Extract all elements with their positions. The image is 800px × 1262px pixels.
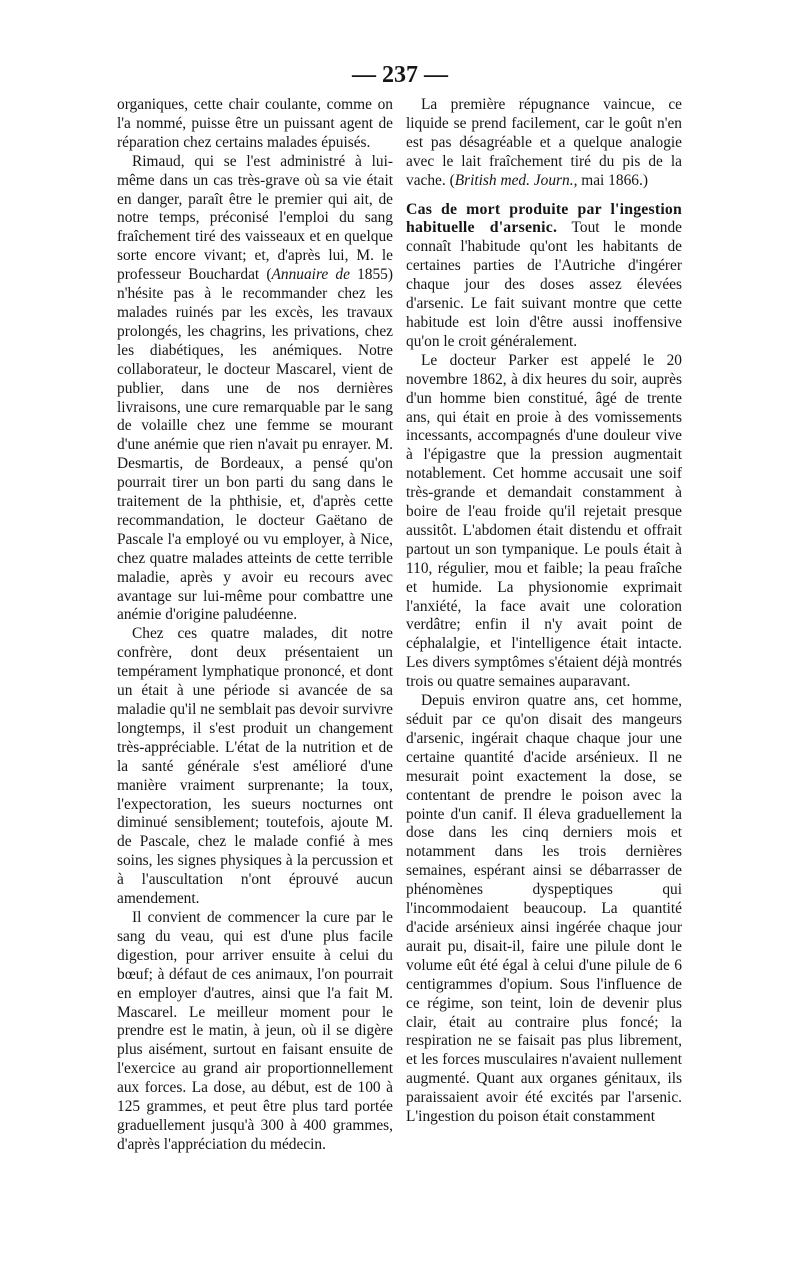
paragraph: organiques, cette chair coulante, comme on l'a nommé, puisse être un puissant agent de réparation chez certains malades épuisés. (117, 96, 393, 151)
paragraph: Il convient de commencer la cure par le sang du veau, qui est d'une plus facile digestion, pour arriver ensuite à celui du bœuf; à défaut de ces animaux, l'on pourrait en employer d'autres, ainsi que l'a fait M. Mascarel. Le meilleur moment pour le prendre est le matin, à jeun, où il se digère plus aisément, surtout en faisant ensuite de l'exercice au grand air proportionnellement aux forces. La dose, au début, est de 100 à 125 grammes, et peut être plus tard portée graduellement jusqu'à 300 à 400 grammes, d'après l'appréciation du médecin. (117, 908, 393, 1153)
paragraph: Depuis environ quatre ans, cet homme, séduit par ce qu'on disait des mangeurs d'arsenic, ingérait chaque chaque jour une certaine quantité d'acide arsénieux. Il ne mesurait point exactement la dose, se contentant de prendre le poison avec la pointe d'un canif. Il éleva graduellement la dose dans les cinq derniers mois et notamment dans les trois dernières semaines, espérant ainsi se débarrasser de phénomènes dyspeptiques qui l'incommodaient beaucoup. La quantité d'acide arsénieux ainsi ingérée chaque jour aurait pu, disait-il, faire une pilule dont le volume eût été égal à celui d'une pilule de 6 centigrammes d'opium. Sous l'influence de ce régime, son teint, loin de devenir plus clair, était au contraire plus foncé; la respiration ne se faisait pas plus librement, et les forces musculaires n'avaient nullement augmenté. Quant aux organes génitaux, ils paraissaient avoir été excités par l'arsenic. L'ingestion du poison était constamment (406, 692, 682, 1126)
text-run: Rimaud, qui se l'est administré à lui-même dans un cas très-grave où sa vie était en danger, paraît être le premier qui ait, de notre temps, préconisé l'emploi du sang fraîchement tiré des vaisseaux et en quelque sorte encore vivant; et, d'après lui, M. le professeur Bouchardat ( (117, 152, 393, 284)
citation-italic: British med. Journ. (454, 171, 574, 189)
text-run: , mai 1866.) (573, 171, 648, 189)
right-column (406, 96, 682, 1127)
paragraph: Le docteur Parker est appelé le 20 novembre 1862, à dix heures du soir, auprès d'un homme bien constitué, âgé de trente ans, qui était en proie à des vomissements incessants, accompagnés d'une douleur vive à l'épigastre que la pression augmentait notablement. Cet homme accusait une soif très-grande et demandait constamment à boire de l'eau froide qu'il rejetait presque aussitôt. L'abdomen était distendu et offrait partout un son tympanique. Le pouls était à 110, régulier, mou et faible; la peau fraîche et humide. La physionomie exprimait l'anxiété, la face avait une coloration verdâtre; enfin il n'y avait point de céphalalgie, et l'intelligence était intacte. Les divers symptômes s'étaient déjà montrés trois ou quatre semaines auparavant. (406, 351, 682, 691)
left-column (117, 96, 393, 1155)
citation-italic: Annuaire de (271, 266, 350, 284)
text-run: La première répugnance vaincue, ce liquide se prend facilement, car le goût n'en est pas désagréable et a quelque analogie avec le lait fraîchement tiré du pis de la vache. ( (406, 96, 682, 189)
paragraph (117, 153, 393, 626)
text-run: 1855) n'hésite pas à le recommander chez les malades ruinés par les excès, les travaux prolongés, les chagrins, les privations, chez les diabétiques, les anémiques. Notre collaborateur, le docteur Mascarel, vient de publier, dans une de nos dernières livraisons, une cure remarquable par le sang de volaille chez une femme se mourant d'une anémie que rien n'avait pu enrayer. M. Desmartis, de Bordeaux, a pensé qu'on pourrait tirer un bon parti du sang dans le traitement de la phthisie, et, d'après cette recommandation, le docteur Gaëtano de Pascale l'a employé ou vu employer, à Nice, chez quatre malades atteints de cette terrible maladie, après y avoir eu recours avec avantage sur lui-même pour combattre une anémie d'origine paludéenne. (117, 266, 393, 624)
section-paragraph (406, 201, 682, 352)
text-run: Tout le monde connaît l'habitude qu'ont les habitants de certaines parties de l'Autriche d'ingérer chaque jour des doses assez élevées d'arsenic. Le fait suivant montre que cette habitude est loin d'être aussi inoffensive qu'on le croit généralement. (406, 219, 682, 350)
section-heading: Cas de mort produite par l'ingestion habituelle d'arsenic. (406, 200, 682, 237)
paragraph: Chez ces quatre malades, dit notre confrère, dont deux présentaient un tempérament lymphatique prononcé, et dont un était à une période si avancée de sa maladie qu'il ne semblait pas devoir survivre longtemps, il s'est produit un changement très-appréciable. L'état de la nutrition et de la santé générale s'est amélioré d'une manière vraiment surprenante; la toux, l'expectoration, les sueurs nocturnes ont diminué sensiblement; toutefois, ajoute M. de Pascale, chez le malade confié à mes soins, les signes physiques à la percussion et à l'auscultation n'ont éprouvé aucun amendement. (117, 625, 393, 908)
paragraph (406, 96, 682, 191)
page-number: — 237 — (352, 62, 448, 88)
